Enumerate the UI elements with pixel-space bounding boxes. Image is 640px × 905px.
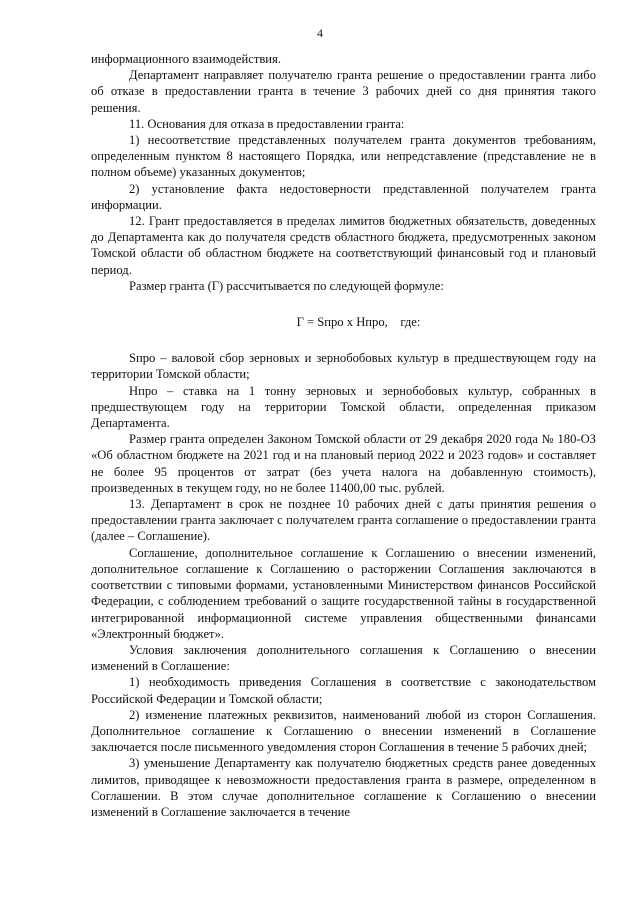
formula-definition: Sпро – валовой сбор зерновых и зернобобовых культур в предшествующем году на территории Томской области;	[91, 351, 596, 382]
page-number: 4	[317, 26, 323, 40]
list-item: 1) несоответствие представленных получателем гранта документов требованиям, определенным пунктом 8 настоящего Порядка, или непредставление (представление не в полном объеме) указанных документов;	[91, 133, 596, 180]
formula: Г = Sпро х Нпро, где:	[296, 315, 421, 330]
section-heading: 13. Департамент в срок не позднее 10 рабочих дней с даты принятия решения о предоставлении гранта заключает с получателем гранта соглашение о предоставлении гранта (далее – Соглашение).	[91, 497, 596, 544]
paragraph: Условия заключения дополнительного соглашения к Соглашению о внесении изменений в Соглашение:	[91, 642, 596, 674]
paragraph: 12. Грант предоставляется в пределах лимитов бюджетных обязательств, доведенных до Департамента как до получателя средств областного бюджета, предусмотренных законом Томской области об областном бюджете на соответствующий финансовый год и плановый период.	[91, 214, 596, 277]
section-heading: 11. Основания для отказа в предоставлении гранта:	[129, 116, 405, 131]
paragraph: информационного взаимодействия.	[91, 52, 281, 66]
formula-definition: Нпро – ставка на 1 тонну зерновых и зернобобовых культур, собранных в предшествующем году на территории Томской области, определенная приказом Департамента.	[91, 383, 596, 431]
list-item: 2) установление факта недостоверности представленной получателем гранта информации.	[91, 181, 596, 212]
paragraph: Размер гранта определен Законом Томской области от 29 декабря 2020 года № 180-ОЗ «Об областном бюджете на 2021 год и на плановый период 2022 и 2023 годов» и составляет не более 95 процентов от затрат (без учета налога на добавленную стоимость), произведенных в текущем году, но не более 11400,00 тыс. рублей.	[91, 432, 596, 495]
paragraph: Департамент направляет получателю гранта решение о предоставлении гранта либо об отказе в предоставлении гранта в течение 3 рабочих дней со дня принятия такого решения.	[91, 68, 596, 115]
list-item: 3) уменьшение Департаменту как получателю бюджетных средств ранее доведенных лимитов, приводящее к невозможности предоставления гранта в размере, определенном в Соглашении. В этом случае дополнительное соглашение к Соглашению о внесении изменений в Соглашение заключается в течение	[91, 756, 596, 819]
list-item: 2) изменение платежных реквизитов, наименований любой из сторон Соглашения. Дополнительное соглашение к Соглашению о внесении изменений в Соглашение заключается после письменного уведомления сторон Соглашения в течение 5 рабочих дней;	[91, 707, 596, 755]
paragraph: Размер гранта (Г) рассчитывается по следующей формуле:	[129, 278, 444, 293]
document-body	[91, 51, 596, 820]
paragraph: Соглашение, дополнительное соглашение к Соглашению о внесении изменений, дополнительное соглашение к Соглашению о расторжении Соглашения заключаются в соответствии с типовыми формами, установленными Министерством финансов Российской Федерации, с соблюдением требований о защите государственной тайны в государственной интегрированной информационной системе управления общественными финансами «Электронный бюджет».	[91, 545, 596, 641]
list-item: 1) необходимость приведения Соглашения в соответствие с законодательством Российской Федерации и Томской области;	[91, 675, 596, 706]
